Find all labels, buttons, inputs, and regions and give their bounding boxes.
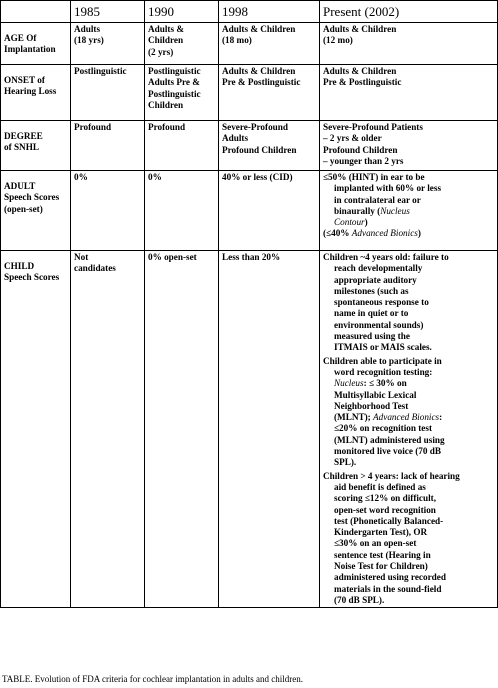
row-label-age: AGE Of Implantation — [1, 23, 71, 65]
cell-onset-1985: Postlinguistic — [71, 65, 145, 121]
cell-child-1990: 0% open-set — [145, 251, 219, 608]
cell-degree-1990: Profound — [145, 121, 219, 171]
header-present: Present (2002) — [320, 1, 498, 23]
header-row — [1, 1, 498, 23]
row-label-degree: DEGREE of SNHL — [1, 121, 71, 171]
header-1985: 1985 — [71, 1, 145, 23]
cell-adult-1998: 40% or less (CID) — [219, 171, 320, 251]
cell-adult-present: ≤50% (HINT) in ear to be implanted with 60% or less in contralateral ear or binaurally (Nucleus Contour) (≤40% Advanced Bionics) — [320, 171, 498, 251]
cell-age-present: Adults & Children (12 mo) — [320, 23, 498, 65]
cell-child-present: Children ~4 years old: failure to reach developmentally appropriate auditory milestones (such as spontaneous response to name in quiet or to environmental sounds) measured using the ITMAIS or MAIS scales. Children able to participate in word recognition testing: Nucleus: ≤ 30% on Multisyllabic Lexical Neighborhood Test (MLNT); Advanced Bionics: ≤20% on recognition test (MLNT) administered using monitored live voice (70 dB SPL). Children > 4 years: lack of hearing aid benefit is defined as scoring ≤12% on difficult, open-set word recognition test (Phonetically Balanced- Kindergarten Test), OR ≤30% on an open-set sentence test (Hearing in Noise Test for Children) administered using recorded materials in the sound-field (70 dB SPL). — [320, 251, 498, 608]
table-row-age — [1, 23, 498, 65]
table-row-onset — [1, 65, 498, 121]
cell-child-1998: Less than 20% — [219, 251, 320, 608]
table-caption: TABLE. Evolution of FDA criteria for cochlear implantation in adults and children. — [2, 674, 303, 684]
table-row-degree — [1, 121, 498, 171]
table-row-adult — [1, 171, 498, 251]
header-1990: 1990 — [145, 1, 219, 23]
row-label-adult: ADULT Speech Scores (open-set) — [1, 171, 71, 251]
header-1998: 1998 — [219, 1, 320, 23]
cell-adult-1985: 0% — [71, 171, 145, 251]
cell-age-1990: Adults & Children (2 yrs) — [145, 23, 219, 65]
cell-onset-1990: Postlinguistic Adults Pre & Postlinguistic Children — [145, 65, 219, 121]
cell-onset-present: Adults & Children Pre & Postlinguistic — [320, 65, 498, 121]
cell-age-1998: Adults & Children (18 mo) — [219, 23, 320, 65]
header-empty-cell — [1, 1, 71, 23]
cell-adult-1990: 0% — [145, 171, 219, 251]
cell-degree-present: Severe-Profound Patients – 2 yrs & older Profound Children – younger than 2 yrs — [320, 121, 498, 171]
cell-degree-1998: Severe-Profound Adults Profound Children — [219, 121, 320, 171]
row-label-child: CHILD Speech Scores — [1, 251, 71, 608]
cell-degree-1985: Profound — [71, 121, 145, 171]
row-label-onset: ONSET of Hearing Loss — [1, 65, 71, 121]
cell-onset-1998: Adults & Children Pre & Postlinguistic — [219, 65, 320, 121]
table-row-child — [1, 251, 498, 608]
cell-age-1985: Adults (18 yrs) — [71, 23, 145, 65]
cell-child-1985: Not candidates — [71, 251, 145, 608]
